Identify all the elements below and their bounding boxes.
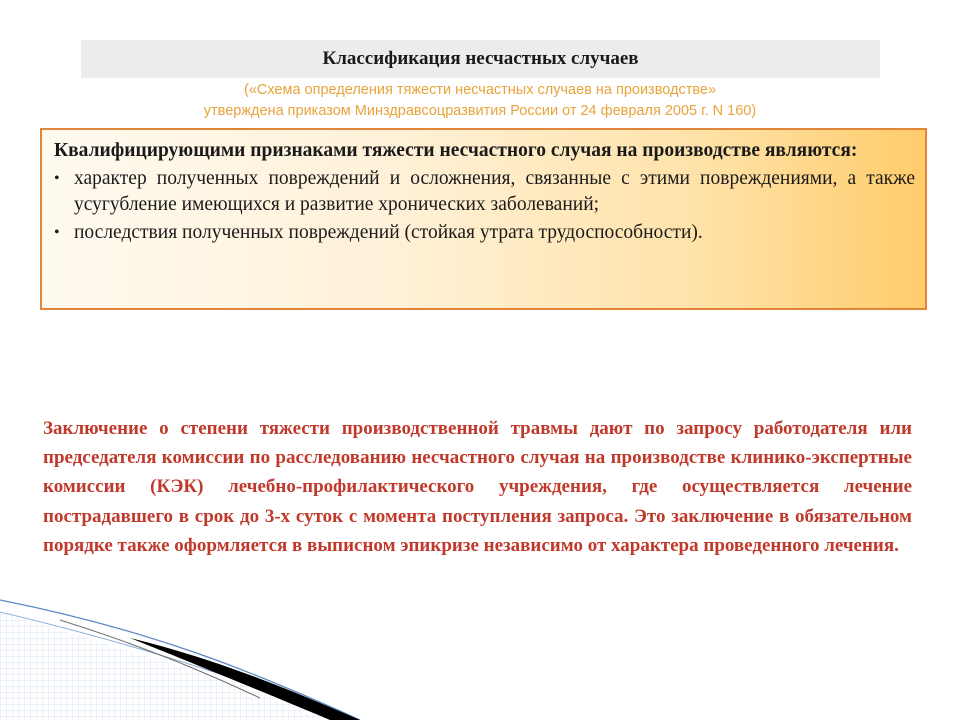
criteria-list [54, 166, 915, 246]
subtitle-line-2: утверждена приказом Минздравсоцразвития России от 24 февраля 2005 г. N 160) [203, 103, 757, 119]
criteria-item-text: характер полученных повреждений и осложнения, связанные с этими повреждениями, а также усугубление имеющихся и развитие хронических заболеваний; [74, 168, 915, 215]
bullet-icon: • [54, 224, 60, 241]
criteria-item-text: последствия полученных повреждений (стойкая утрата трудоспособности). [74, 222, 703, 243]
title-bar [81, 40, 880, 78]
criteria-box [40, 128, 927, 310]
subtitle-line-1: («Схема определения тяжести несчастных случаев на производстве» [243, 82, 717, 98]
bullet-icon: • [54, 170, 60, 187]
conclusion-text: Заключение о степени тяжести производственной травмы дают по запросу работодателя или председателя комиссии по расследованию несчастного случая на производстве клинико-экспертные комиссии (КЭК) лечебно-профилактического учреждения, где осуществляется лечение пострадавшего в срок до 3-х суток с момента поступления запроса. Это заключение в обязательном порядке также оформляется в выписном эпикризе независимо от характера проведенного лечения. [43, 418, 912, 556]
page-title: Классификация несчастных случаев [322, 48, 639, 69]
list-item [54, 220, 915, 246]
criteria-heading: Квалифицирующими признаками тяжести несчастного случая на производстве являются: [54, 140, 858, 161]
subtitle [60, 80, 900, 122]
list-item [54, 166, 915, 218]
decorative-swoosh-graphic [0, 590, 960, 720]
